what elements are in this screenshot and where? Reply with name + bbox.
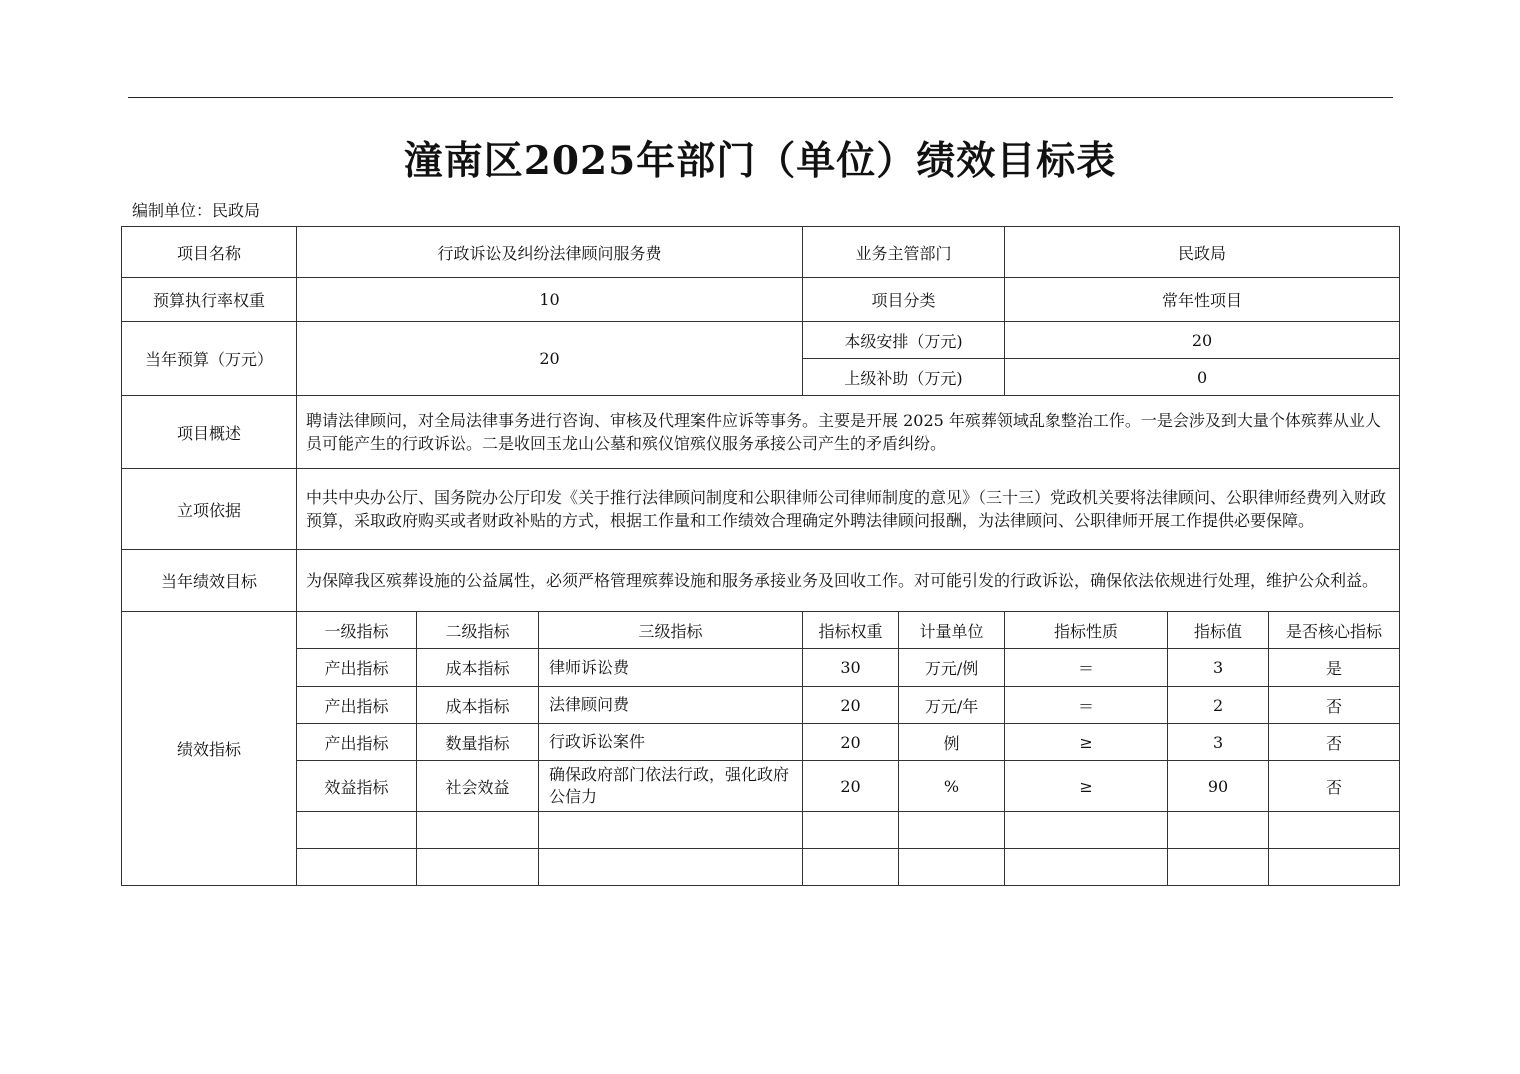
row-project-name — [122, 227, 1400, 278]
department-value: 民政局 — [1005, 227, 1400, 278]
empty-row — [122, 849, 1400, 886]
cell-level1: 产出指标 — [297, 724, 417, 761]
project-basis-label: 立项依据 — [122, 469, 297, 550]
cell-weight: 30 — [803, 649, 899, 687]
project-name-value: 行政诉讼及纠纷法律顾问服务费 — [297, 227, 803, 278]
header-unit: 计量单位 — [899, 612, 1005, 649]
cell-nature: ≥ — [1005, 761, 1168, 812]
empty-cell — [297, 849, 417, 886]
empty-cell — [297, 812, 417, 849]
execution-weight-label: 预算执行率权重 — [122, 278, 297, 322]
cell-nature: ＝ — [1005, 649, 1168, 687]
header-level1: 一级指标 — [297, 612, 417, 649]
indicator-header-row — [122, 612, 1400, 649]
compiling-unit: 编制单位：民政局 — [132, 201, 261, 220]
row-goal — [122, 550, 1400, 612]
cell-level1: 产出指标 — [297, 649, 417, 687]
local-allocation-value: 20 — [1005, 322, 1400, 359]
empty-cell — [1269, 849, 1400, 886]
row-budget — [122, 322, 1400, 359]
cell-level2: 成本指标 — [417, 649, 539, 687]
empty-cell — [899, 849, 1005, 886]
annual-goal-text: 为保障我区殡葬设施的公益属性，必须严格管理殡葬设施和服务承接业务及回收工作。对可能引发的行政诉讼，确保依法依规进行处理，维护公众利益。 — [297, 550, 1400, 612]
header-level2: 二级指标 — [417, 612, 539, 649]
cell-nature: ＝ — [1005, 687, 1168, 724]
cell-level3: 法律顾问费 — [539, 687, 803, 724]
header-rule — [128, 97, 1393, 98]
cell-level3: 律师诉讼费 — [539, 649, 803, 687]
superior-subsidy-value: 0 — [1005, 359, 1400, 396]
cell-weight: 20 — [803, 761, 899, 812]
empty-cell — [417, 849, 539, 886]
annual-goal-label: 当年绩效目标 — [122, 550, 297, 612]
empty-cell — [1269, 812, 1400, 849]
table-row — [122, 724, 1400, 761]
cell-unit: % — [899, 761, 1005, 812]
empty-cell — [899, 812, 1005, 849]
annual-budget-label: 当年预算（万元） — [122, 322, 297, 396]
cell-weight: 20 — [803, 687, 899, 724]
cell-level2: 成本指标 — [417, 687, 539, 724]
cell-nature: ≥ — [1005, 724, 1168, 761]
execution-weight-value: 10 — [297, 278, 803, 322]
header-weight: 指标权重 — [803, 612, 899, 649]
document-title: 潼南区2025年部门（单位）绩效目标表 — [403, 138, 1117, 184]
table-row — [122, 687, 1400, 724]
header-core: 是否核心指标 — [1269, 612, 1400, 649]
annual-budget-value: 20 — [297, 322, 803, 396]
empty-cell — [1168, 849, 1269, 886]
empty-cell — [1168, 812, 1269, 849]
superior-subsidy-label: 上级补助（万元) — [803, 359, 1005, 396]
project-category-label: 项目分类 — [803, 278, 1005, 322]
empty-cell — [417, 812, 539, 849]
table-row — [122, 761, 1400, 812]
row-weight — [122, 278, 1400, 322]
project-name-label: 项目名称 — [122, 227, 297, 278]
empty-row — [122, 812, 1400, 849]
cell-core: 是 — [1269, 649, 1400, 687]
cell-unit: 万元/年 — [899, 687, 1005, 724]
performance-target-table — [121, 226, 1400, 886]
cell-core: 否 — [1269, 724, 1400, 761]
cell-value: 3 — [1168, 724, 1269, 761]
cell-value: 90 — [1168, 761, 1269, 812]
cell-level1: 效益指标 — [297, 761, 417, 812]
cell-core: 否 — [1269, 761, 1400, 812]
header-level3: 三级指标 — [539, 612, 803, 649]
project-category-value: 常年性项目 — [1005, 278, 1400, 322]
row-basis — [122, 469, 1400, 550]
row-overview — [122, 396, 1400, 469]
header-nature: 指标性质 — [1005, 612, 1168, 649]
cell-level3: 行政诉讼案件 — [539, 724, 803, 761]
cell-unit: 万元/例 — [899, 649, 1005, 687]
table-row — [122, 649, 1400, 687]
project-overview-label: 项目概述 — [122, 396, 297, 469]
cell-value: 3 — [1168, 649, 1269, 687]
cell-core: 否 — [1269, 687, 1400, 724]
cell-level3: 确保政府部门依法行政，强化政府公信力 — [539, 761, 803, 812]
performance-indicators-label: 绩效指标 — [122, 612, 297, 886]
cell-level2: 数量指标 — [417, 724, 539, 761]
project-overview-text: 聘请法律顾问，对全局法律事务进行咨询、审核及代理案件应诉等事务。主要是开展 2025 年殡葬领域乱象整治工作。一是会涉及到大量个体殡葬从业人员可能产生的行政诉讼。二是收回玉龙山公墓和殡仪馆殡仪服务承接公司产生的矛盾纠纷。 — [297, 396, 1400, 469]
cell-level2: 社会效益 — [417, 761, 539, 812]
empty-cell — [539, 849, 803, 886]
empty-cell — [539, 812, 803, 849]
local-allocation-label: 本级安排（万元) — [803, 322, 1005, 359]
empty-cell — [803, 812, 899, 849]
header-value: 指标值 — [1168, 612, 1269, 649]
cell-level1: 产出指标 — [297, 687, 417, 724]
cell-value: 2 — [1168, 687, 1269, 724]
project-basis-text: 中共中央办公厅、国务院办公厅印发《关于推行法律顾问制度和公职律师公司律师制度的意见》（三十三）党政机关要将法律顾问、公职律师经费列入财政预算，采取政府购买或者财政补贴的方式，根据工作量和工作绩效合理确定外聘法律顾问报酬，为法律顾问、公职律师开展工作提供必要保障。 — [297, 469, 1400, 550]
department-label: 业务主管部门 — [803, 227, 1005, 278]
cell-unit: 例 — [899, 724, 1005, 761]
cell-weight: 20 — [803, 724, 899, 761]
empty-cell — [1005, 812, 1168, 849]
empty-cell — [803, 849, 899, 886]
empty-cell — [1005, 849, 1168, 886]
